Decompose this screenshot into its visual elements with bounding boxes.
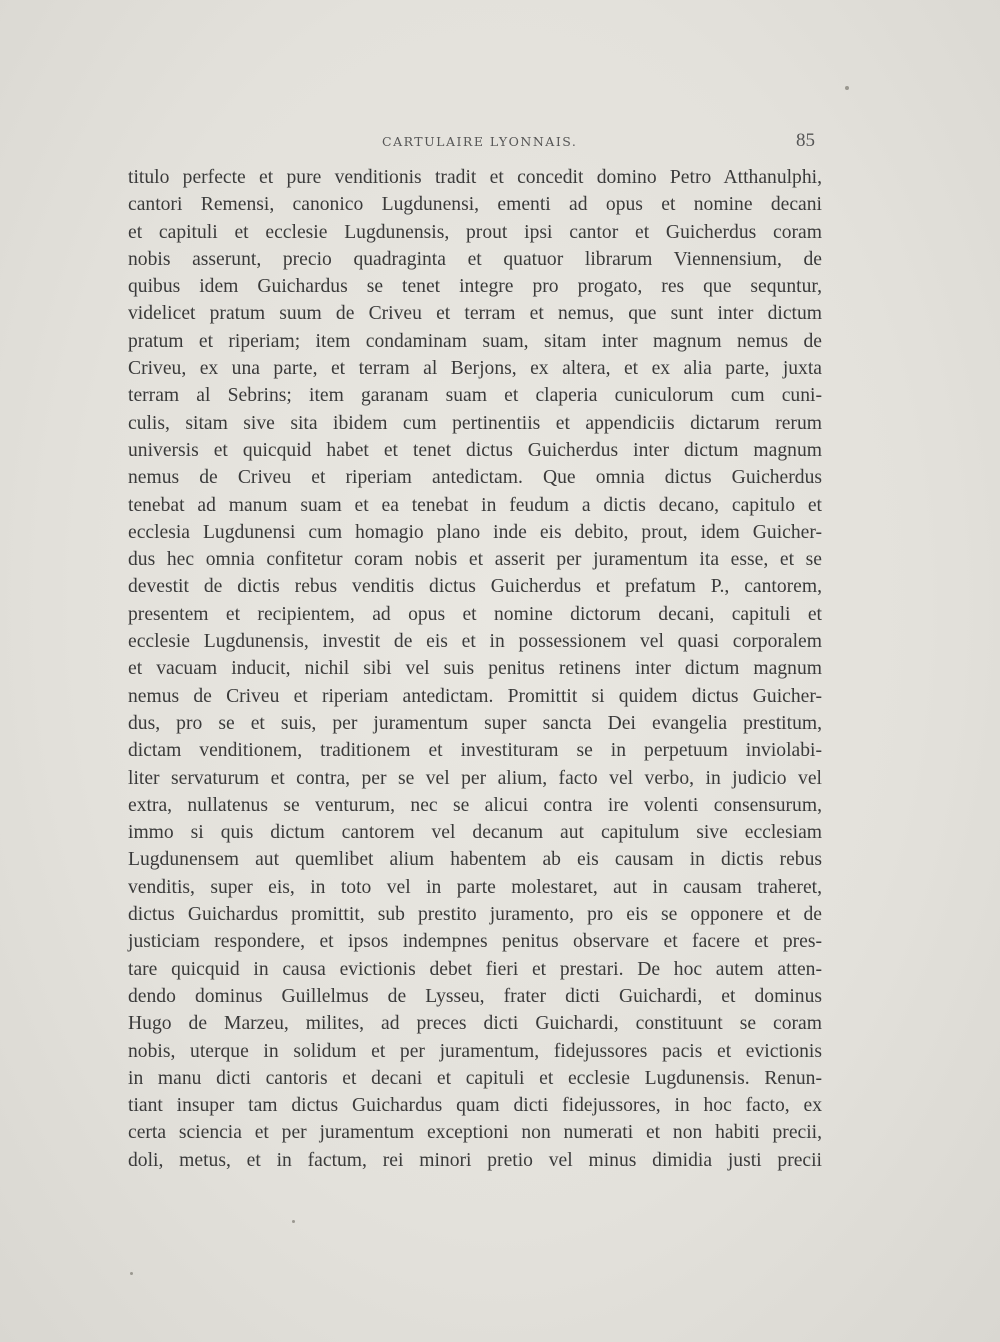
- text-line: ecclesie Lugdunensis, investit de eis et in possessionem vel quasi corporalem: [128, 631, 822, 653]
- text-line: terram al Sebrins; item garanam suam et claperia cuniculorum cum cuni-: [128, 385, 822, 407]
- text-line: Hugo de Marzeu, milites, ad preces dicti Guichardi, constituunt se coram: [128, 1013, 822, 1035]
- running-title: CARTULAIRE LYONNAIS.: [382, 134, 578, 149]
- text-line: ecclesia Lugdunensi cum homagio plano inde eis debito, prout, idem Guicher-: [128, 521, 822, 543]
- text-line: quibus idem Guichardus se tenet integre pro progato, res que sequntur,: [128, 276, 822, 298]
- body-text: [128, 164, 822, 1174]
- text-line: dus hec omnia confitetur coram nobis et asserit per juramentum ita esse, et se: [128, 549, 822, 571]
- text-line: pratum et riperiam; item condaminam suam, sitam inter magnum nemus de: [128, 330, 822, 352]
- text-line: doli, metus, et in factum, rei minori pretio vel minus dimidia justi precii: [128, 1149, 822, 1171]
- paper-speck: [130, 1272, 133, 1275]
- paper-speck: [292, 1220, 295, 1223]
- text-line: dendo dominus Guillelmus de Lysseu, frater dicti Guichardi, et dominus: [128, 985, 822, 1007]
- text-line: nemus de Criveu et riperiam antedictam. Promittit si quidem dictus Guicher-: [128, 685, 822, 707]
- text-line: Lugdunensem aut quemlibet alium habentem ab eis causam in dictis rebus: [128, 849, 822, 871]
- text-line: tare quicquid in causa evictionis debet fieri et prestari. De hoc autem atten-: [128, 958, 822, 980]
- text-line: et vacuam inducit, nichil sibi vel suis penitus retinens inter dictum magnum: [128, 658, 822, 680]
- text-line: venditis, super eis, in toto vel in parte molestaret, aut in causam traheret,: [128, 876, 822, 898]
- text-line: extra, nullatenus se venturum, nec se alicui contra ire volenti consensurum,: [128, 794, 822, 816]
- text-line: nemus de Criveu et riperiam antedictam. Que omnia dictus Guicherdus: [128, 467, 822, 489]
- text-line: tenebat ad manum suam et ea tenebat in feudum a dictis decano, capitulo et: [128, 494, 822, 516]
- text-line: dictus Guichardus promittit, sub prestito juramento, pro eis se opponere et de: [128, 904, 822, 926]
- text-line: universis et quicquid habet et tenet dictus Guicherdus inter dictum magnum: [128, 439, 822, 461]
- text-line: videlicet pratum suum de Criveu et terram et nemus, que sunt inter dictum: [128, 303, 822, 325]
- paper-speck: [845, 86, 849, 90]
- text-line: dus, pro se et suis, per juramentum super sancta Dei evangelia prestitum,: [128, 712, 822, 734]
- text-line: in manu dicti cantoris et decani et capituli et ecclesie Lugdunensis. Renun-: [128, 1067, 822, 1089]
- text-line: nobis, uterque in solidum et per juramentum, fidejussores pacis et evictionis: [128, 1040, 822, 1062]
- running-header: [0, 130, 1000, 154]
- text-line: culis, sitam sive sita ibidem cum pertinentiis et appendiciis dictarum rerum: [128, 412, 822, 434]
- text-line: nobis asserunt, precio quadraginta et quatuor librarum Viennensium, de: [128, 248, 822, 270]
- text-line: cantori Remensi, canonico Lugdunensi, ementi ad opus et nomine decani: [128, 194, 822, 216]
- page-number: 85: [796, 130, 815, 151]
- text-line: immo si quis dictum cantorem vel decanum aut capitulum sive ecclesiam: [128, 822, 822, 844]
- text-line: justiciam respondere, et ipsos indempnes penitus observare et facere et pres-: [128, 931, 822, 953]
- text-line: et capituli et ecclesie Lugdunensis, prout ipsi cantor et Guicherdus coram: [128, 221, 822, 243]
- text-line: liter servaturum et contra, per se vel per alium, facto vel verbo, in judicio vel: [128, 767, 822, 789]
- text-line: presentem et recipientem, ad opus et nomine dictorum decani, capituli et: [128, 603, 822, 625]
- text-line: tiant insuper tam dictus Guichardus quam dicti fidejussores, in hoc facto, ex: [128, 1095, 822, 1117]
- text-line: Criveu, ex una parte, et terram al Berjons, ex altera, et ex alia parte, juxta: [128, 358, 822, 380]
- text-line: dictam venditionem, traditionem et investituram se in perpetuum inviolabi-: [128, 740, 822, 762]
- text-line: titulo perfecte et pure venditionis tradit et concedit domino Petro Atthanulphi,: [128, 167, 822, 188]
- text-line: devestit de dictis rebus venditis dictus Guicherdus et prefatum P., cantorem,: [128, 576, 822, 598]
- text-line: certa sciencia et per juramentum exceptioni non numerati et non habiti precii,: [128, 1122, 822, 1144]
